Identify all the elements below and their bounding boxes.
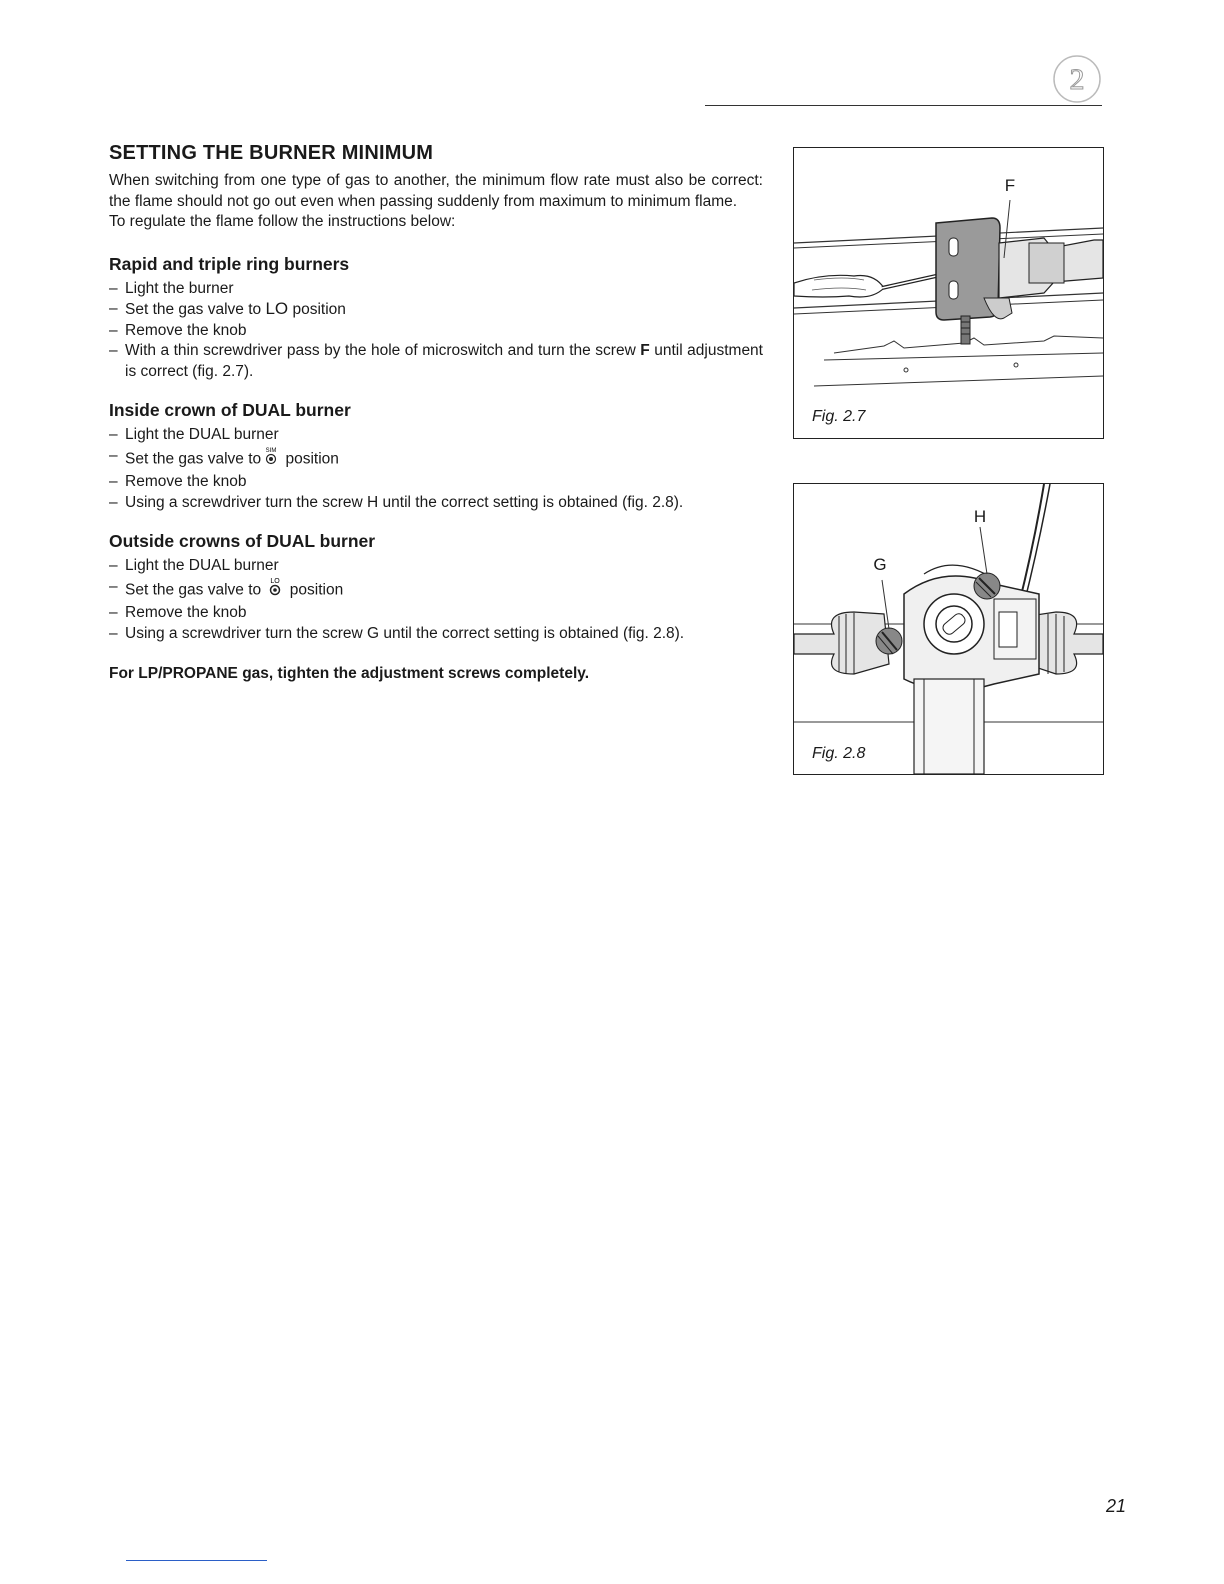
microswitch-illustration — [794, 148, 1103, 438]
page-title: SETTING THE BURNER MINIMUM — [109, 142, 434, 164]
step-item: – Light the DUAL burner — [109, 425, 763, 446]
step-item — [109, 299, 763, 321]
step-text: position — [288, 301, 346, 318]
section-rapid-triple — [109, 254, 763, 383]
note-text: For — [109, 665, 139, 682]
step-item: – Remove the knob — [109, 603, 763, 624]
header-rule — [705, 105, 1102, 106]
sim-symbol-label: SIM — [265, 447, 277, 454]
footer-rule — [126, 1560, 267, 1561]
step-item — [109, 577, 763, 604]
step-text: With a thin screwdriver pass by the hole of microswitch and turn the screw — [125, 342, 641, 359]
step-key: F — [640, 342, 650, 359]
lo-symbol-label: LO — [270, 577, 281, 585]
step-text: position — [285, 580, 344, 598]
step-text: Set the gas valve to — [125, 301, 266, 318]
step-item: – Light the burner — [109, 279, 763, 300]
figure-caption: Fig. 2.7 — [812, 408, 866, 425]
propane-note — [109, 665, 763, 683]
step-item — [109, 341, 763, 382]
step-text: Set the gas valve to — [125, 580, 266, 598]
intro-instruction: To regulate the flame follow the instructions below: — [109, 213, 456, 230]
step-value: LO — [265, 299, 289, 318]
page-number: 21 — [1106, 1496, 1127, 1516]
main-column — [109, 142, 763, 683]
dual-valve-illustration — [794, 484, 1103, 774]
intro-paragraph: When switching from one type of gas to another, the minimum flow rate must also be correct: the flame should not go out even when passing suddenly from maximum to minimum flame. — [109, 172, 763, 210]
step-text: Set the gas valve to — [125, 449, 262, 467]
step-text: until adjustment is correct (fig. 2.7). — [125, 342, 763, 380]
section-heading: Inside crown of DUAL burner — [109, 400, 351, 420]
note-text: gas, tighten the adjustment screws completely. — [237, 665, 590, 682]
chapter-number: 2 — [1069, 63, 1085, 96]
step-item: – Using a screwdriver turn the screw G until the correct setting is obtained (fig. 2.8). — [109, 624, 763, 645]
figure-2-8 — [793, 483, 1104, 775]
label-f: F — [1004, 176, 1016, 195]
label-h: H — [973, 507, 987, 526]
lo-symbol-icon — [268, 577, 282, 604]
step-item: – Using a screwdriver turn the screw H until the correct setting is obtained (fig. 2.8). — [109, 493, 763, 514]
step-list — [109, 279, 763, 383]
step-item: – Remove the knob — [109, 472, 763, 493]
step-item — [109, 446, 763, 473]
note-strong: LP/PROPANE — [138, 665, 238, 682]
label-g: G — [873, 555, 887, 574]
step-item: – Light the DUAL burner — [109, 556, 763, 577]
section-heading: Rapid and triple ring burners — [109, 253, 350, 274]
chapter-badge — [1052, 54, 1102, 104]
step-item: – Remove the knob — [109, 321, 763, 342]
section-dual-outside — [109, 531, 763, 644]
figure-2-7 — [793, 147, 1104, 439]
section-heading: Outside crowns of DUAL burner — [109, 531, 376, 551]
section-dual-inside — [109, 400, 763, 513]
sim-symbol-icon — [264, 446, 278, 473]
step-list — [109, 425, 763, 513]
figure-caption: Fig. 2.8 — [812, 745, 866, 762]
step-list — [109, 556, 763, 644]
step-text: position — [281, 449, 339, 467]
